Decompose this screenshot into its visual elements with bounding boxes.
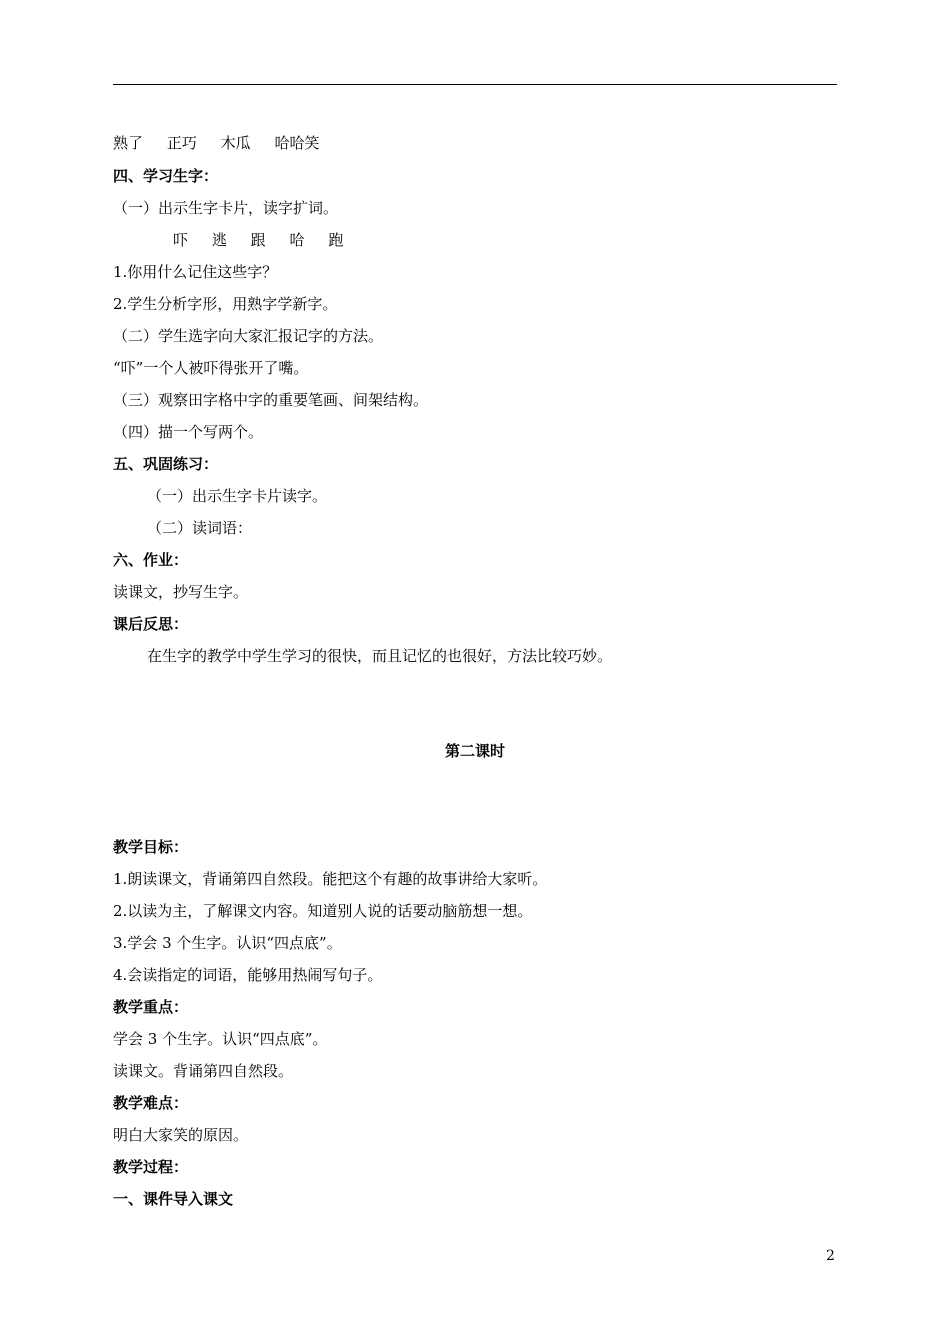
paragraph: （一）出示生字卡片读字。 <box>147 487 328 505</box>
paragraph: 读课文。背诵第四自然段。 <box>113 1062 294 1080</box>
paragraph: 2.以读为主，了解课文内容。知道别人说的话要动脑筋想一想。 <box>113 902 533 920</box>
section-heading: 六、作业： <box>113 551 189 569</box>
paragraph: 学会 3 个生字。认识“四点底”。 <box>113 1030 328 1048</box>
section-heading: 课后反思： <box>113 615 189 633</box>
paragraph: “吓”一个人被吓得张开了嘴。 <box>113 359 309 377</box>
section-heading: 教学目标： <box>113 838 189 856</box>
section-heading: 一、课件导入课文 <box>113 1190 234 1208</box>
paragraph: 1.朗读课文，背诵第四自然段。能把这个有趣的故事讲给大家听。 <box>113 870 548 888</box>
section-heading: 五、巩固练习： <box>113 455 219 473</box>
paragraph: （二）学生选字向大家汇报记字的方法。 <box>113 327 384 345</box>
paragraph: 在生字的教学中学生学习的很快，而且记忆的也很好，方法比较巧妙。 <box>147 647 613 665</box>
paragraph: 1.你用什么记住这些字？ <box>113 263 278 281</box>
paragraph: 3.学会 3 个生字。认识“四点底”。 <box>113 934 342 952</box>
paragraph: 读课文，抄写生字。 <box>113 583 249 601</box>
section-heading: 教学重点： <box>113 998 189 1016</box>
paragraph: 2.学生分析字形，用熟字学新字。 <box>113 295 338 313</box>
paragraph: （二）读词语： <box>147 519 253 537</box>
word-list: 熟了 正巧 木瓜 哈哈笑 <box>113 134 320 152</box>
character-list: 吓 逃 跟 哈 跑 <box>173 231 344 249</box>
paragraph: （四）描一个写两个。 <box>113 423 264 441</box>
paragraph: 明白大家笑的原因。 <box>113 1126 249 1144</box>
paragraph: （一）出示生字卡片，读字扩词。 <box>113 199 339 217</box>
page-number: 2 <box>826 1248 835 1264</box>
paragraph: 4.会读指定的词语，能够用热闹写句子。 <box>113 966 383 984</box>
section-heading: 教学难点： <box>113 1094 189 1112</box>
section-heading: 四、学习生字： <box>113 167 219 185</box>
header-rule <box>113 84 837 85</box>
paragraph: （三）观察田字格中字的重要笔画、间架结构。 <box>113 391 429 409</box>
lesson-title: 第二课时 <box>444 742 505 760</box>
section-heading: 教学过程： <box>113 1158 189 1176</box>
